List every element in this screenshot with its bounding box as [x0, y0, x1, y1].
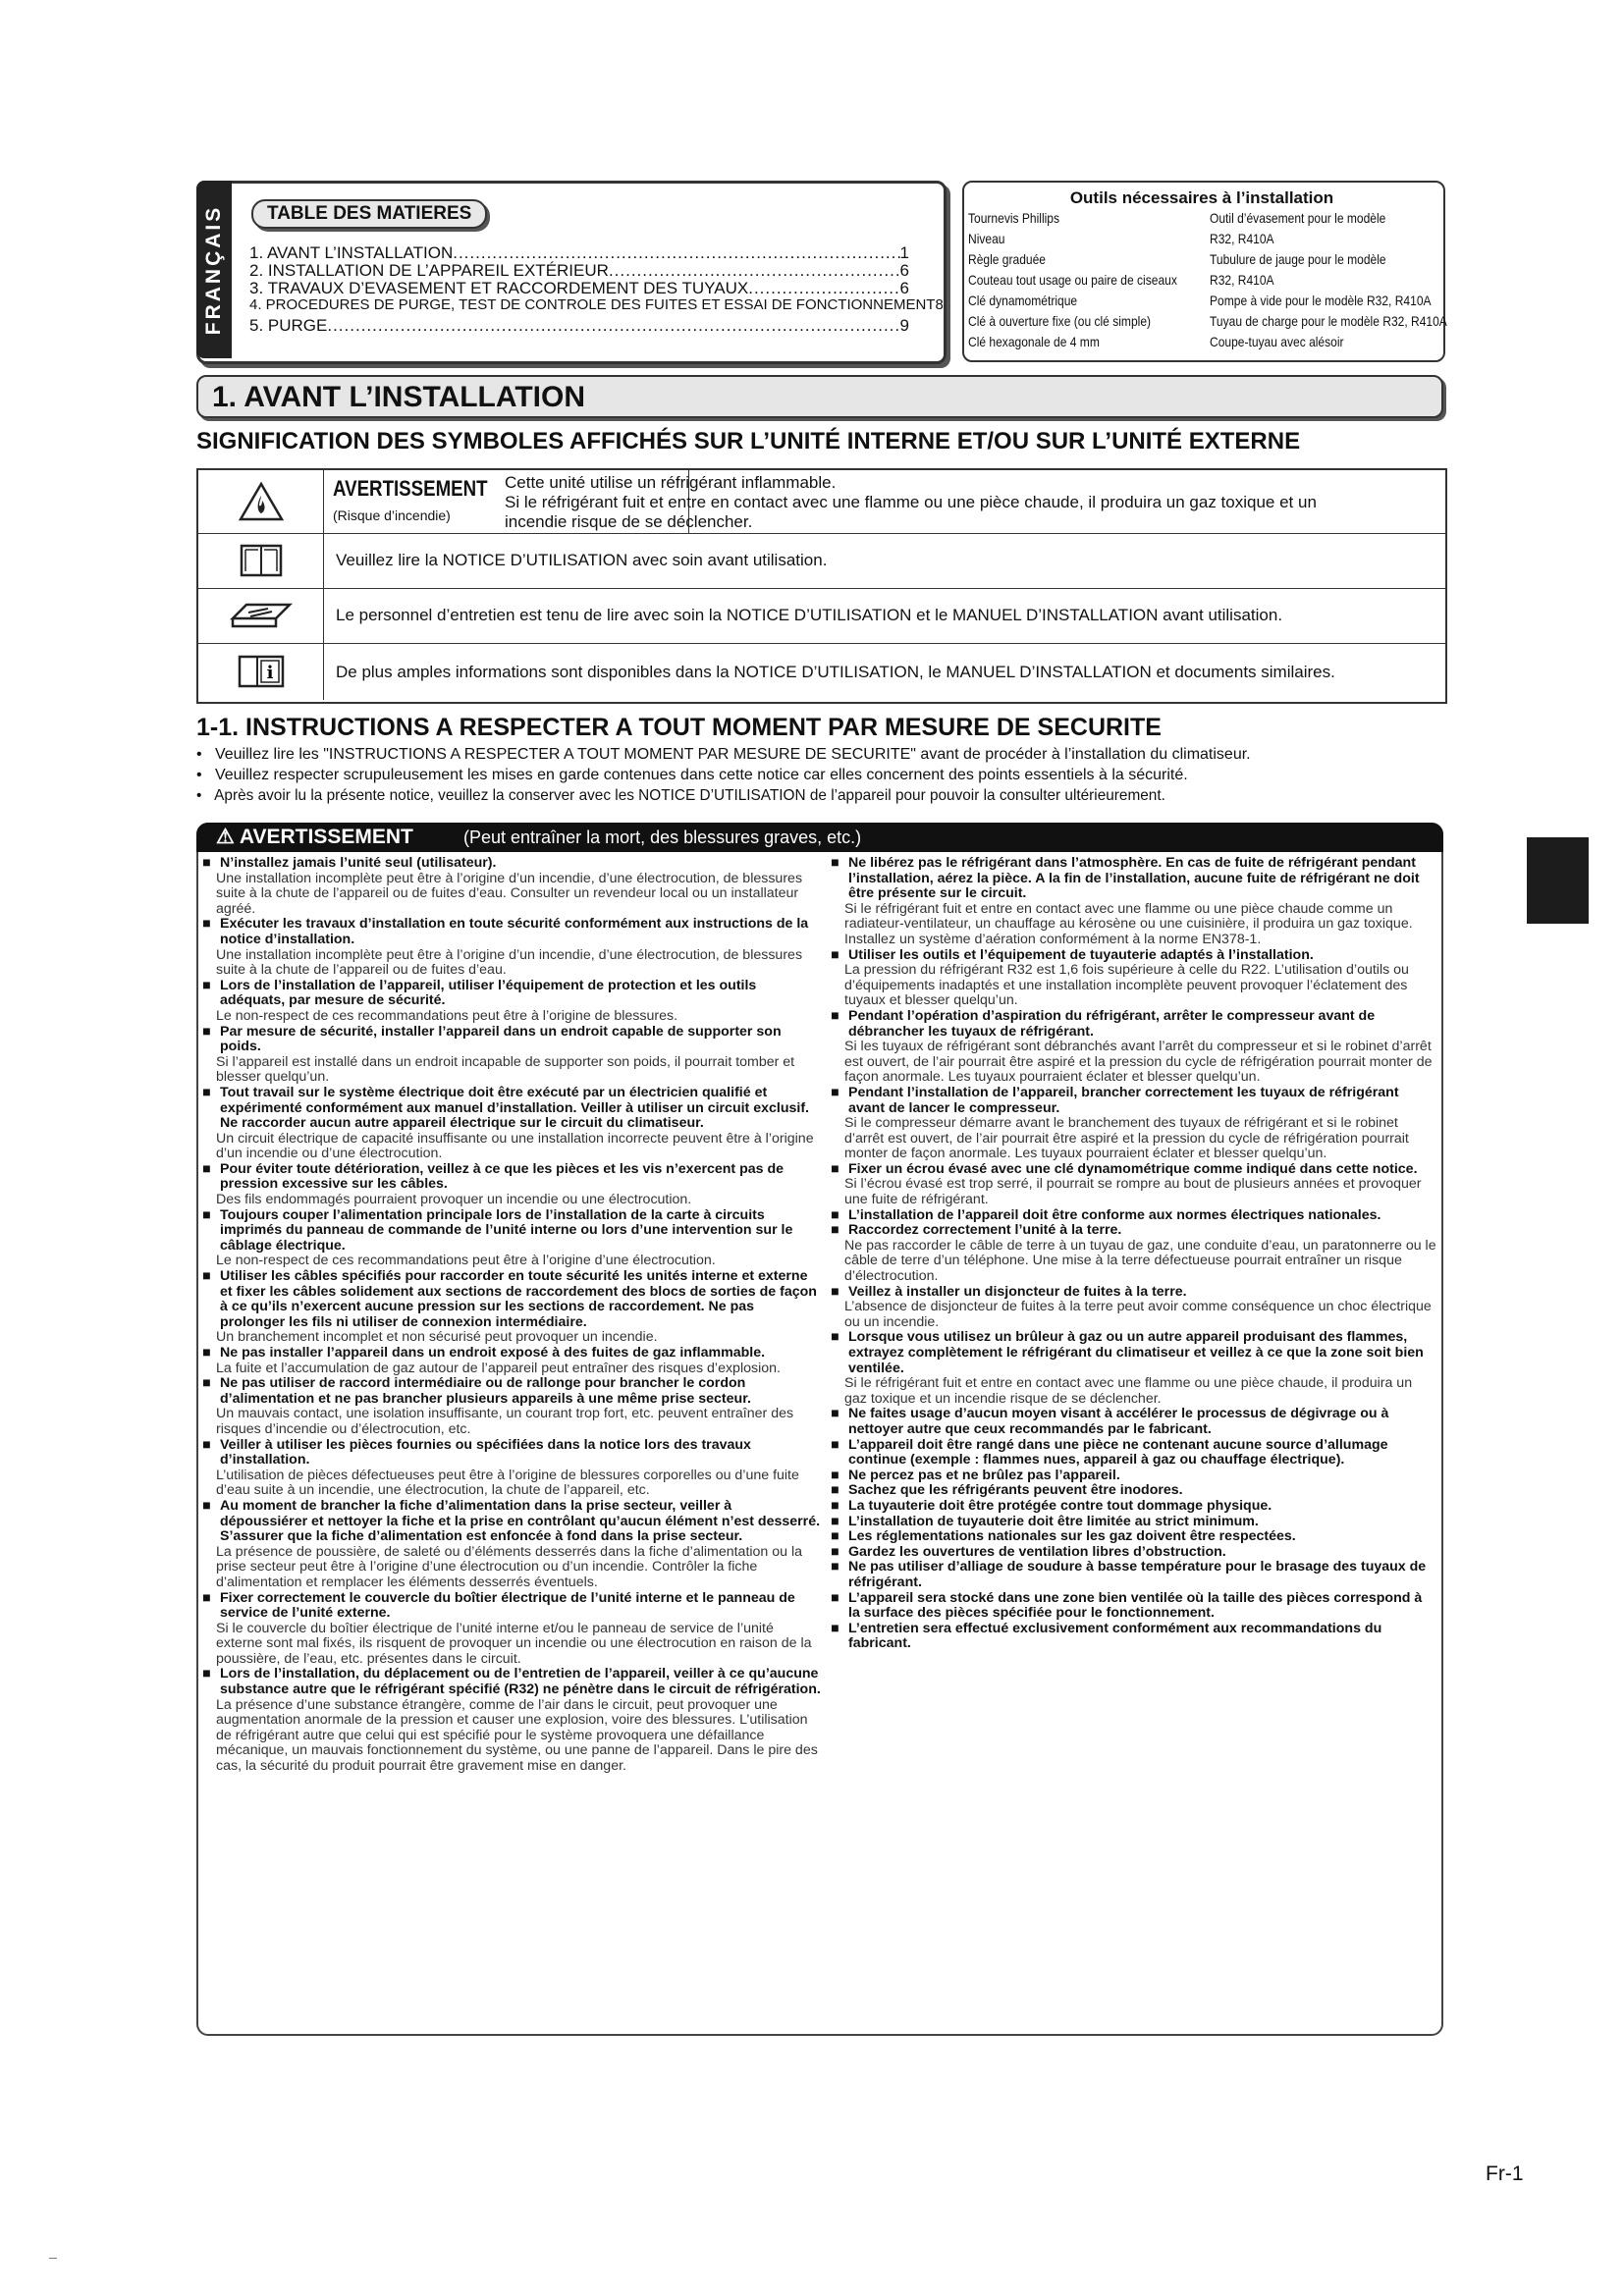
toc-item — [249, 243, 909, 263]
service-manual-icon — [198, 588, 324, 643]
tool-item: Clé hexagonale de 4 mm — [968, 334, 1100, 349]
warning-item-detail: L’absence de disjoncteur de fuites à la terre peut avoir comme conséquence un choc électrique ou un incendie. — [844, 1299, 1432, 1330]
instruction-bullet: • Veuillez lire les "INSTRUCTIONS A RESPECTER A TOUT MOMENT PAR MESURE DE SECURITE" avant de procéder à l’installation du climatiseur. — [196, 746, 1251, 763]
toc-item — [249, 316, 909, 336]
toc-item-label: 2. INSTALLATION DE L’APPAREIL EXTÉRIEUR — [249, 261, 609, 280]
warning-item-detail: Un circuit électrique de capacité insuffisante ou une installation incorrecte peuvent être à l’origine d’un incendie ou d’une électrocution. — [216, 1130, 814, 1162]
warning-item-heading: ■ Utiliser les outils et l’équipement de tuyauterie adaptés à l’installation. — [831, 948, 1437, 964]
warning-item-heading: ■ Au moment de brancher la fiche d’alimentation dans la prise secteur, veiller à dépoussiérer et nettoyer la fiche et la prise en contrôlant qu’aucun élément n’est desserré. S’assurer que la fiche d’alimentation est enfoncée à fond dans la prise secteur. — [202, 1499, 821, 1545]
warning-item-heading: ■ L’entretien sera effectué exclusivement conformément aux recommandations du fabricant. — [831, 1622, 1437, 1652]
warning-item-heading: ■ Lors de l’installation de l’appareil, utiliser l’équipement de protection et les outils adéquats, par mesure de sécurité. — [202, 979, 821, 1009]
instruction-bullet: • Veuillez respecter scrupuleusement les mises en garde contenues dans cette notice car elles concernent des points essentiels à la sécurité. — [196, 767, 1188, 783]
symbol-row-info — [198, 643, 1445, 700]
tool-item-detail: Pompe à vide pour le modèle R32, R410A — [1210, 293, 1432, 308]
warning-subtitle: (Peut entraîner la mort, des blessures graves, etc.) — [463, 828, 862, 847]
tool-item: Clé dynamométrique — [968, 293, 1078, 308]
instruction-bullet: • Après avoir lu la présente notice, veuillez la conserver avec les NOTICE D’UTILISATION de l’appareil pour pouvoir la consulter ultérieurement. — [196, 787, 1165, 804]
warning-label: AVERTISSEMENT — [333, 476, 488, 501]
warning-item-heading: ■ Raccordez correctement l’unité à la terre. — [831, 1223, 1437, 1239]
warning-item-heading: ■ Veiller à utiliser les pièces fournies ou spécifiées dans la notice lors des travaux d’installation. — [202, 1438, 821, 1468]
symbol-row-service-text: Le personnel d’entretien est tenu de lire avec soin la NOTICE D’UTILISATION et le MANUEL D’INSTALLATION avant utilisation. — [336, 606, 1283, 624]
flame-warning-icon — [198, 470, 324, 533]
tool-item: Clé à ouverture fixe (ou clé simple) — [968, 313, 1152, 329]
warning-item-detail: Si le compresseur démarre avant le branchement des tuyaux de réfrigérant et si le robinet d’arrêt est ouvert, de l’air pourrait être aspiré et la pression du cycle de réfrigération pourrait monter de façon anormale. Les tuyaux pourraient éclater et blesser quelqu’un. — [844, 1115, 1409, 1162]
warning-item-heading: ■ Par mesure de sécurité, installer l’appareil dans un endroit capable de supporter son poids. — [202, 1025, 821, 1055]
language-tab — [196, 181, 232, 358]
warning-item-heading: ■ Utiliser les câbles spécifiés pour raccorder en toute sécurité les unités interne et externe et fixer les câbles solidement aux sections de raccordement des blocs de sorties de façon à ce qu’ils n’exercent aucune pression sur les sections de raccordement. Ne pas prolonger les fils ni utiliser de connexion intermédiaire. — [202, 1269, 821, 1330]
info-book-icon — [198, 643, 324, 700]
tool-item: Tournevis Phillips — [968, 210, 1060, 226]
warning-item-heading: ■ N’installez jamais l’unité seul (utilisateur). — [202, 856, 821, 872]
warning-item-detail: La présence de poussière, de saleté ou d’éléments desserrés dans la fiche d’alimentation ou la prise secteur peut être à l’origine d’une électrocution ou d’un incendie. Contrôler la fiche d’alimentation et remplacer les éléments desserrés éventuels. — [216, 1543, 803, 1590]
warning-line-2: Si le réfrigérant fuit et entre en contact avec une flamme ou une pièce chaude, il produira un gaz toxique et un — [505, 493, 1317, 511]
language-label: FRANÇAIS — [202, 204, 225, 335]
warning-item-detail: Le non-respect de ces recommandations peut être à l’origine d’une électrocution. — [216, 1253, 716, 1269]
margin-mark — [49, 2258, 57, 2259]
warning-item-heading: ■ Fixer un écrou évasé avec une clé dynamométrique comme indiqué dans cette notice. — [831, 1162, 1437, 1178]
warning-sublabel: (Risque d’incendie) — [333, 507, 451, 523]
warning-item-detail: L’utilisation de pièces défectueuses peut être à l’origine de blessures corporelles ou d’une fuite d’eau suite à un incendie, une électrocution, la chute de l’appareil, etc. — [216, 1467, 799, 1499]
warning-item-heading: ■ L’installation de tuyauterie doit être limitée au strict minimum. — [831, 1515, 1437, 1530]
chapter-tab — [1527, 837, 1589, 924]
warning-item-heading: ■ Pendant l’installation de l’appareil, brancher correctement les tuyaux de réfrigérant avant de lancer le compresseur. — [831, 1086, 1437, 1116]
toc-item-page: 1 — [899, 243, 909, 262]
warning-item-heading: ■ Les réglementations nationales sur les gaz doivent être respectées. — [831, 1529, 1437, 1545]
instructions-title: 1-1. INSTRUCTIONS A RESPECTER A TOUT MOMENT PAR MESURE DE SECURITE — [196, 714, 1162, 741]
warning-item-heading: ■ Tout travail sur le système électrique doit être exécuté par un électricien qualifié et expérimenté conformément aux manuel d’installation. Veiller à utiliser un circuit exclusif. Ne raccorder aucun autre appareil électrique sur le circuit du climatiseur. — [202, 1086, 821, 1132]
warning-item-heading: ■ L’appareil sera stocké dans une zone bien ventilée où la taille des pièces correspond à la surface des pièces spécifiée pour le fonctionnement. — [831, 1591, 1437, 1622]
warning-item-heading: ■ Ne pas installer l’appareil dans un endroit exposé à des fuites de gaz inflammable. — [202, 1346, 821, 1362]
warning-item-heading: ■ Ne libérez pas le réfrigérant dans l’atmosphère. En cas de fuite de réfrigérant pendant l’installation, aérez la pièce. A la fin de l’installation, aucune fuite de réfrigérant ne doit être présente sur le circuit. — [831, 856, 1437, 902]
warning-item-heading: ■ Pendant l’opération d’aspiration du réfrigérant, arrêter le compresseur avant de débrancher les tuyaux de réfrigérant. — [831, 1009, 1437, 1040]
warning-item-heading: ■ Pour éviter toute détérioration, veillez à ce que les pièces et les vis n’exercent pas de pression excessive sur les câbles. — [202, 1162, 821, 1193]
warning-item-heading: ■ Veillez à installer un disjoncteur de fuites à la terre. — [831, 1285, 1437, 1301]
warning-item-heading: ■ Lorsque vous utilisez un brûleur à gaz ou un autre appareil produisant des flammes, extrayez complètement le réfrigérant du climatiseur et veillez à ce que la zone soit bien ventilée. — [831, 1330, 1437, 1376]
warning-item-heading: ■ Ne percez pas et ne brûlez pas l’appareil. — [831, 1468, 1437, 1484]
toc-item — [249, 261, 909, 281]
symbol-row-service — [198, 588, 1445, 644]
warning-item-detail: Si l’appareil est installé dans un endroit incapable de supporter son poids, il pourrait tomber et blesser quelqu’un. — [216, 1053, 795, 1086]
open-book-icon — [198, 533, 324, 588]
toc-item-label: 3. TRAVAUX D’EVASEMENT ET RACCORDEMENT DES TUYAUX — [249, 279, 749, 297]
toc-item-page: 6 — [899, 261, 909, 280]
warning-header — [196, 823, 1443, 852]
toc-item-label: 5. PURGE — [249, 316, 328, 335]
warning-item-heading: ■ Fixer correctement le couvercle du boîtier électrique de l’unité interne et le panneau de service de l’unité externe. — [202, 1591, 821, 1622]
page-number: Fr-1 — [1486, 2163, 1524, 2185]
tool-item-detail: Tuyau de charge pour le modèle R32, R410A — [1210, 313, 1447, 329]
warning-item-detail: Un branchement incomplet et non sécurisé peut provoquer un incendie. — [216, 1329, 658, 1346]
symbol-row-warning — [198, 470, 1445, 534]
toc-item-page: 6 — [899, 279, 909, 297]
warning-item-detail: Ne pas raccorder le câble de terre à un tuyau de gaz, une conduite d’eau, un paratonnerre ou le câble de terre d’un téléphone. Une mise à la terre défectueuse pourrait entraîner un risque d’électrocution. — [844, 1237, 1436, 1285]
symbol-row-info-text: De plus amples informations sont disponibles dans la NOTICE D’UTILISATION, le MANUEL D’INSTALLATION et documents similaires. — [336, 663, 1335, 681]
warning-item-detail: Une installation incomplète peut être à l’origine d’un incendie, d’une électrocution, de blessures suite à la chute de l’appareil ou de fuites d’eau. — [216, 946, 803, 979]
warning-item-heading: ■ L’appareil doit être rangé dans une pièce ne contenant aucune source d’allumage continue (exemple : flammes nues, appareil à gaz ou chauffage électrique). — [831, 1438, 1437, 1468]
warning-item-detail: Si le couvercle du boîtier électrique de l’unité interne et/ou le panneau de service de l’unité externe sont mal fixés, ils risquent de provoquer un incendie ou une électrocution en raison de la poussière, de l’eau, etc. présentes dans le circuit. — [216, 1620, 812, 1667]
tools-title: Outils nécessaires à l’installation — [1069, 188, 1334, 207]
tool-item-detail: Coupe-tuyau avec alésoir — [1210, 334, 1344, 349]
warning-item-heading: ■ Ne pas utiliser d’alliage de soudure à basse température pour le brasage des tuyaux de réfrigérant. — [831, 1560, 1437, 1590]
section-title: 1. AVANT L’INSTALLATION — [212, 381, 585, 413]
warning-item-detail: Si l’écrou évasé est trop serré, il pourrait se rompre au bout de plusieurs années et provoquer une fuite de réfrigérant. — [844, 1176, 1422, 1208]
symbol-row-manual-text: Veuillez lire la NOTICE D’UTILISATION avec soin avant utilisation. — [336, 551, 828, 569]
warning-title: ⚠ AVERTISSEMENT — [216, 826, 413, 848]
warning-item-detail: Une installation incomplète peut être à l’origine d’un incendie, d’une électrocution, de blessures suite à la chute de l’appareil ou de fuites d’eau. Consulter un revendeur local ou un installateur agréé. — [216, 870, 803, 917]
warning-line-1: Cette unité utilise un réfrigérant inflammable. — [505, 473, 837, 492]
warning-item-detail: Si les tuyaux de réfrigérant sont débranchés avant l’arrêt du compresseur et si le robinet d’arrêt est ouvert, de l’air pourrait être aspiré et la pression du cycle de réfrigération pourrait monter de façon anormale. Les tuyaux pourraient éclater et blesser quelqu’un. — [844, 1039, 1433, 1086]
warning-item-detail: Des fils endommagés pourraient provoquer un incendie ou une électrocution. — [216, 1192, 692, 1208]
toc-item — [249, 279, 909, 298]
warning-item-detail: Si le réfrigérant fuit et entre en contact avec une flamme ou une pièce chaude, il produira un gaz toxique et un incendie risque de se déclencher. — [844, 1375, 1413, 1407]
toc-title: TABLE DES MATIERES — [251, 199, 487, 229]
tool-item-detail: Tubulure de jauge pour le modèle — [1210, 251, 1386, 267]
warning-item-heading: ■ Lors de l’installation, du déplacement ou de l’entretien de l’appareil, veiller à ce qu’aucune substance autre que le réfrigérant spécifié (R32) ne pénètre dans le circuit de réfrigération. — [202, 1667, 821, 1697]
toc-item-page: 8 — [935, 296, 944, 313]
tool-item: Couteau tout usage ou paire de ciseaux — [968, 272, 1177, 288]
tool-item-detail: Outil d’évasement pour le modèle — [1210, 210, 1386, 226]
warning-item-detail: La pression du réfrigérant R32 est 1,6 fois supérieure à celle du R22. L’utilisation d’outils ou d’équipements inadaptés et une installation incomplète peuvent provoquer l’éclatement des tuyaux et blesser quelqu’un. — [844, 962, 1409, 1009]
warning-item-heading: ■ Exécuter les travaux d’installation en toute sécurité conformément aux instructions de la notice d’installation. — [202, 917, 821, 947]
toc-item-page: 9 — [899, 316, 909, 335]
tool-item-detail: R32, R410A — [1210, 272, 1274, 288]
warning-item-heading: ■ L’installation de l’appareil doit être conforme aux normes électriques nationales. — [831, 1208, 1437, 1224]
warning-item-heading: ■ Ne pas utiliser de raccord intermédiaire ou de rallonge pour brancher le cordon d’alimentation et ne pas brancher plusieurs appareils à une même prise secteur. — [202, 1376, 821, 1407]
toc-item-label: 1. AVANT L’INSTALLATION — [249, 243, 454, 262]
svg-text:i: i — [266, 663, 273, 683]
warning-item-heading: ■ La tuyauterie doit être protégée contre tout dommage physique. — [831, 1499, 1437, 1515]
warning-item-heading: ■ Toujours couper l’alimentation principale lors de l’installation de la carte à circuits imprimés du panneau de commande de l’unité interne ou lors d’une intervention sur le câblage électrique. — [202, 1208, 821, 1255]
toc-item-label: 4. PROCEDURES DE PURGE, TEST DE CONTROLE DES FUITES ET ESSAI DE FONCTIONNEMENT — [249, 296, 936, 313]
warning-column-right — [831, 856, 1437, 1652]
warning-line-3: incendie risque de se déclencher. — [505, 512, 753, 531]
warning-item-heading: ■ Ne faites usage d’aucun moyen visant à accélérer le processus de dégivrage ou à nettoyer autre que ceux recommandés par le fabricant. — [831, 1407, 1437, 1437]
warning-item-heading: ■ Gardez les ouvertures de ventilation libres d’obstruction. — [831, 1545, 1437, 1561]
warning-item-heading: ■ Sachez que les réfrigérants peuvent être inodores. — [831, 1483, 1437, 1499]
tool-item: Règle graduée — [968, 251, 1046, 267]
warning-item-detail: Un mauvais contact, une isolation insuffisante, un courant trop fort, etc. peuvent entraîner des risques d’incendie ou d’électrocution, etc. — [216, 1406, 794, 1437]
warning-item-detail: Si le réfrigérant fuit et entre en contact avec une flamme ou une pièce chaude comme un radiateur-ventilateur, un chauffage au kérosène ou une cuisinière, il produira un gaz toxique. Installez un système d’aération conformément à la norme EN378-1. — [844, 900, 1413, 947]
tool-item: Niveau — [968, 231, 1005, 246]
symbols-table — [196, 468, 1447, 704]
warning-item-detail: La fuite et l’accumulation de gaz autour de l’appareil peut entraîner des risques d’explosion. — [216, 1360, 781, 1376]
toc-item — [249, 296, 944, 313]
symbols-heading: SIGNIFICATION DES SYMBOLES AFFICHÉS SUR L’UNITÉ INTERNE ET/OU SUR L’UNITÉ EXTERNE — [196, 428, 1301, 454]
tool-item-detail: R32, R410A — [1210, 231, 1274, 246]
warning-item-detail: Le non-respect de ces recommandations peut être à l’origine de blessures. — [216, 1007, 678, 1024]
warning-item-detail: La présence d’une substance étrangère, comme de l’air dans le circuit, peut provoquer une augmentation anormale de la pression et causer une explosion, voire des blessures. L’utilisation de réfrigérant autre que celui qui est spécifié pour le système provoquera une défaillance mécanique, un mauvais fonctionnement du système, ou une panne de l’appareil. Dans le pire des cas, la sécurité du produit pourrait être gravement mise en danger. — [216, 1696, 818, 1775]
symbol-row-manual — [198, 533, 1445, 589]
warning-column-left — [202, 856, 821, 1775]
section-header — [196, 375, 1443, 418]
